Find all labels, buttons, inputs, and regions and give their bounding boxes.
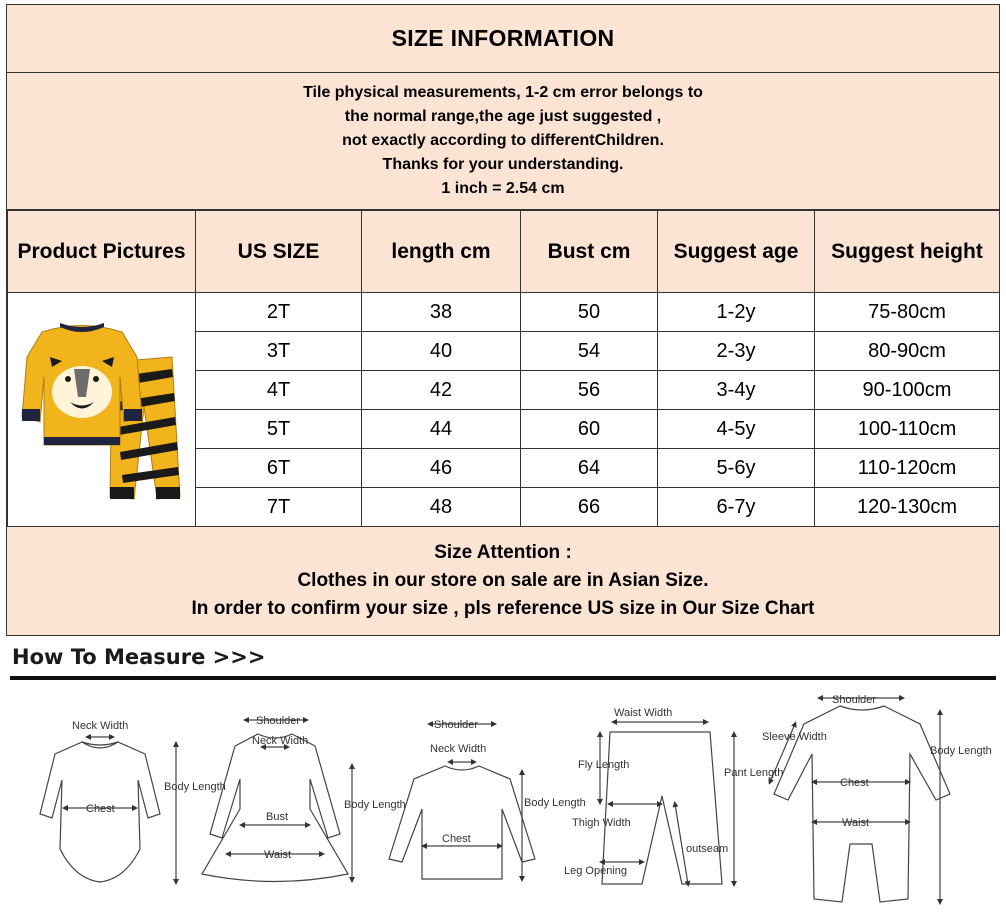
pants-diagram xyxy=(600,722,734,884)
cell-height: 75-80cm xyxy=(815,293,1000,332)
cell-bust: 56 xyxy=(521,371,658,410)
label-chest: Chest xyxy=(86,803,115,815)
label-waist: Waist xyxy=(842,817,870,829)
note-line: 1 inch = 2.54 cm xyxy=(441,180,565,197)
label-body-length: Body Length xyxy=(164,781,226,793)
cell-age: 3-4y xyxy=(658,371,815,410)
cell-length: 42 xyxy=(362,371,521,410)
label-pant-length: Pant Length xyxy=(724,767,784,779)
cell-length: 38 xyxy=(362,293,521,332)
cell-height: 100-110cm xyxy=(815,410,1000,449)
cell-height: 90-100cm xyxy=(815,371,1000,410)
note-line: the normal range,the age just suggested , xyxy=(344,108,662,125)
label-chest: Chest xyxy=(840,777,869,789)
label-body-length: Body Length xyxy=(344,799,406,811)
cell-bust: 54 xyxy=(521,332,658,371)
note-line: Thanks for your understanding. xyxy=(382,156,624,173)
attention-heading: Size Attention : xyxy=(434,542,572,563)
label-waist-width: Waist Width xyxy=(614,707,673,719)
cell-height: 120-130cm xyxy=(815,488,1000,527)
header-us-size: US SIZE xyxy=(196,211,362,293)
label-body-length: Body Length xyxy=(930,745,992,757)
cell-us-size: 6T xyxy=(196,449,362,488)
romper-diagram xyxy=(770,698,950,902)
label-thigh-width: Thigh Width xyxy=(572,817,631,829)
cell-height: 80-90cm xyxy=(815,332,1000,371)
page-title: SIZE INFORMATION xyxy=(7,5,999,73)
cell-length: 46 xyxy=(362,449,521,488)
label-neck-width: Neck Width xyxy=(252,735,309,747)
size-table xyxy=(7,210,1000,527)
cell-length: 44 xyxy=(362,410,521,449)
table-header-row xyxy=(8,211,1000,293)
label-fly-length: Fly Length xyxy=(578,759,630,771)
cell-bust: 64 xyxy=(521,449,658,488)
product-picture xyxy=(8,293,196,527)
header-length: length cm xyxy=(362,211,521,293)
label-bust: Bust xyxy=(266,811,289,823)
divider xyxy=(10,676,996,680)
header-product-pictures: Product Pictures xyxy=(8,211,196,293)
header-suggest-age: Suggest age xyxy=(658,211,815,293)
label-shoulder: Shoulder xyxy=(434,719,479,731)
label-sleeve-width: Sleeve Width xyxy=(762,731,827,743)
attention-line: Clothes in our store on sale are in Asian Size. xyxy=(297,570,709,591)
tiger-pajama-image xyxy=(12,297,192,517)
cell-us-size: 7T xyxy=(196,488,362,527)
label-waist: Waist xyxy=(264,849,292,861)
label-chest: Chest xyxy=(442,833,471,845)
cell-bust: 66 xyxy=(521,488,658,527)
attention-line: In order to confirm your size , pls reference US size in Our Size Chart xyxy=(191,598,815,619)
label-neck-width: Neck Width xyxy=(72,720,129,732)
size-attention xyxy=(7,526,999,636)
size-info-panel xyxy=(6,4,1000,636)
cell-height: 110-120cm xyxy=(815,449,1000,488)
cell-age: 2-3y xyxy=(658,332,815,371)
table-row xyxy=(8,293,1000,332)
label-outseam: outseam xyxy=(686,843,729,855)
cell-length: 48 xyxy=(362,488,521,527)
cell-age: 4-5y xyxy=(658,410,815,449)
how-to-measure-heading: How To Measure >>> xyxy=(12,645,266,669)
cell-length: 40 xyxy=(362,332,521,371)
measurement-notes xyxy=(7,73,999,210)
cell-us-size: 3T xyxy=(196,332,362,371)
label-neck-width: Neck Width xyxy=(430,743,487,755)
note-line: not exactly according to differentChildren. xyxy=(342,132,664,149)
cell-age: 6-7y xyxy=(658,488,815,527)
cell-bust: 50 xyxy=(521,293,658,332)
note-line: Tile physical measurements, 1-2 cm error belongs to xyxy=(303,84,703,101)
cell-age: 1-2y xyxy=(658,293,815,332)
cell-us-size: 5T xyxy=(196,410,362,449)
cell-us-size: 4T xyxy=(196,371,362,410)
label-shoulder: Shoulder xyxy=(832,694,877,706)
header-suggest-height: Suggest height xyxy=(815,211,1000,293)
cell-age: 5-6y xyxy=(658,449,815,488)
measure-diagrams xyxy=(10,684,996,920)
cell-us-size: 2T xyxy=(196,293,362,332)
cell-bust: 60 xyxy=(521,410,658,449)
label-leg-opening: Leg Opening xyxy=(564,865,627,877)
label-body-length: Body Length xyxy=(524,797,586,809)
label-shoulder: Shoulder xyxy=(256,715,301,727)
header-bust: Bust cm xyxy=(521,211,658,293)
